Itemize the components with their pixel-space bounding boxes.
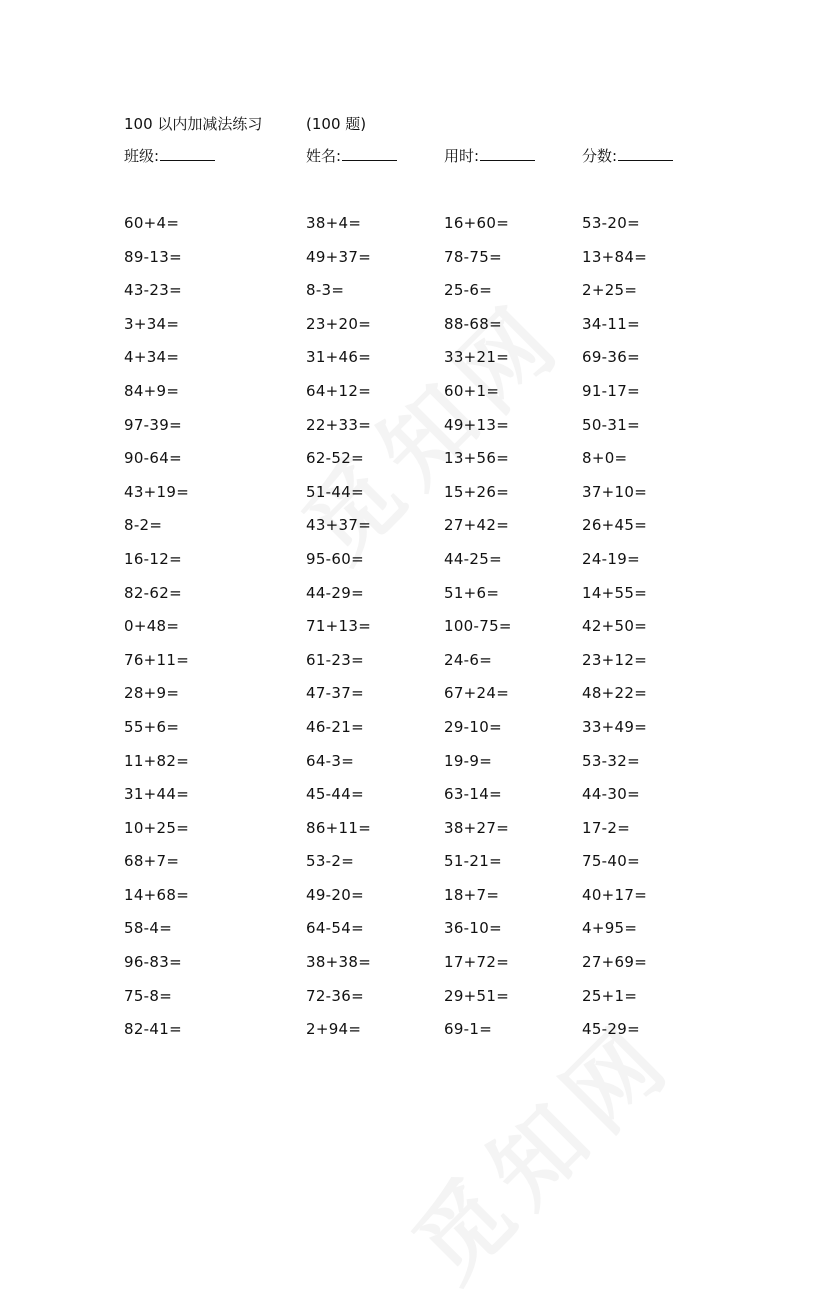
- problem-item: 15+26=: [444, 482, 510, 501]
- problem-item: 40+17=: [582, 885, 648, 904]
- problem-item: 71+13=: [306, 617, 372, 636]
- problem-item: 45-44=: [306, 785, 364, 804]
- problem-item: 53-2=: [306, 852, 355, 871]
- problem-item: 13+56=: [444, 449, 510, 468]
- problem-item: 53-32=: [582, 751, 640, 770]
- problem-item: 34-11=: [582, 314, 640, 333]
- problem-item: 4+34=: [124, 348, 180, 367]
- problem-item: 33+49=: [582, 717, 648, 736]
- problem-item: 38+4=: [306, 214, 362, 232]
- problem-item: 19-9=: [444, 751, 493, 770]
- problem-item: 84+9=: [124, 381, 180, 400]
- problem-item: 53-20=: [582, 214, 640, 232]
- problem-item: 22+33=: [306, 415, 372, 434]
- problem-item: 78-75=: [444, 247, 502, 266]
- problem-item: 37+10=: [582, 482, 648, 501]
- problem-item: 97-39=: [124, 415, 182, 434]
- problem-item: 45-29=: [582, 1020, 640, 1039]
- problem-item: 31+44=: [124, 785, 190, 804]
- problem-item: 69-36=: [582, 348, 640, 367]
- problem-item: 86+11=: [306, 818, 372, 837]
- problem-item: 42+50=: [582, 617, 648, 636]
- name-blank: [342, 146, 397, 161]
- score-label: 分数:: [582, 147, 618, 165]
- class-label: 班级:: [124, 147, 160, 165]
- problem-item: 26+45=: [582, 516, 648, 535]
- class-field: [124, 146, 215, 166]
- problem-item: 29-10=: [444, 717, 502, 736]
- problem-item: 63-14=: [444, 785, 502, 804]
- problem-item: 43+37=: [306, 516, 372, 535]
- problem-item: 67+24=: [444, 684, 510, 703]
- problem-item: 17+72=: [444, 953, 510, 972]
- time-blank: [480, 146, 535, 161]
- problem-item: 43+19=: [124, 482, 190, 501]
- problem-item: 49+13=: [444, 415, 510, 434]
- problem-item: 49+37=: [306, 247, 372, 266]
- problem-item: 31+46=: [306, 348, 372, 367]
- problem-item: 13+84=: [582, 247, 648, 266]
- problem-item: 75-8=: [124, 986, 173, 1005]
- problem-item: 33+21=: [444, 348, 510, 367]
- problem-item: 14+68=: [124, 885, 190, 904]
- problem-item: 88-68=: [444, 314, 502, 333]
- time-field: [444, 146, 535, 166]
- problem-item: 3+34=: [124, 314, 180, 333]
- problem-item: 96-83=: [124, 953, 182, 972]
- problem-item: 8-3=: [306, 281, 345, 300]
- problem-item: 0+48=: [124, 617, 180, 636]
- problem-item: 60+1=: [444, 381, 500, 400]
- class-blank: [160, 146, 215, 161]
- problem-count: (100 题): [306, 115, 367, 133]
- problem-item: 8+0=: [582, 449, 628, 468]
- problem-item: 61-23=: [306, 650, 364, 669]
- problem-item: 76+11=: [124, 650, 190, 669]
- problem-item: 27+42=: [444, 516, 510, 535]
- problem-item: 10+25=: [124, 818, 190, 837]
- problem-item: 18+7=: [444, 885, 500, 904]
- problem-item: 24-6=: [444, 650, 493, 669]
- problem-item: 62-52=: [306, 449, 364, 468]
- problem-item: 2+94=: [306, 1020, 362, 1039]
- problem-item: 47-37=: [306, 684, 364, 703]
- problem-item: 38+27=: [444, 818, 510, 837]
- problem-item: 25+1=: [582, 986, 638, 1005]
- problem-item: 51-21=: [444, 852, 502, 871]
- problem-item: 16-12=: [124, 549, 182, 568]
- problem-item: 82-41=: [124, 1020, 182, 1039]
- problem-item: 28+9=: [124, 684, 180, 703]
- problem-item: 16+60=: [444, 214, 510, 232]
- problem-item: 44-29=: [306, 583, 364, 602]
- problem-item: 72-36=: [306, 986, 364, 1005]
- problem-item: 64-54=: [306, 919, 364, 938]
- problem-item: 69-1=: [444, 1020, 493, 1039]
- problem-item: 24-19=: [582, 549, 640, 568]
- problem-item: 4+95=: [582, 919, 638, 938]
- problem-item: 64-3=: [306, 751, 355, 770]
- score-blank: [618, 146, 673, 161]
- time-label: 用时:: [444, 147, 480, 165]
- problem-item: 50-31=: [582, 415, 640, 434]
- problem-item: 75-40=: [582, 852, 640, 871]
- problem-item: 43-23=: [124, 281, 182, 300]
- problem-item: 17-2=: [582, 818, 631, 837]
- problem-item: 68+7=: [124, 852, 180, 871]
- problem-item: 27+69=: [582, 953, 648, 972]
- problem-item: 95-60=: [306, 549, 364, 568]
- problem-item: 89-13=: [124, 247, 182, 266]
- watermark: [380, 987, 698, 1305]
- page-title: 100 以内加减法练习: [124, 115, 263, 133]
- score-field: [582, 146, 673, 166]
- problem-item: 82-62=: [124, 583, 182, 602]
- problem-item: 51-44=: [306, 482, 364, 501]
- problem-item: 48+22=: [582, 684, 648, 703]
- problem-item: 55+6=: [124, 717, 180, 736]
- problem-item: 38+38=: [306, 953, 372, 972]
- name-field: [306, 146, 397, 166]
- problem-item: 11+82=: [124, 751, 190, 770]
- problem-item: 25-6=: [444, 281, 493, 300]
- name-label: 姓名:: [306, 147, 342, 165]
- problem-item: 23+12=: [582, 650, 648, 669]
- problem-item: 29+51=: [444, 986, 510, 1005]
- problem-item: 51+6=: [444, 583, 500, 602]
- problem-item: 64+12=: [306, 381, 372, 400]
- problem-item: 8-2=: [124, 516, 163, 535]
- problem-item: 90-64=: [124, 449, 182, 468]
- problem-item: 58-4=: [124, 919, 173, 938]
- problem-item: 46-21=: [306, 717, 364, 736]
- problem-item: 44-30=: [582, 785, 640, 804]
- problem-item: 91-17=: [582, 381, 640, 400]
- problem-item: 49-20=: [306, 885, 364, 904]
- problem-item: 100-75=: [444, 617, 512, 636]
- problem-item: 36-10=: [444, 919, 502, 938]
- problem-item: 2+25=: [582, 281, 638, 300]
- problem-item: 60+4=: [124, 214, 180, 232]
- problem-item: 23+20=: [306, 314, 372, 333]
- problem-item: 14+55=: [582, 583, 648, 602]
- problem-item: 44-25=: [444, 549, 502, 568]
